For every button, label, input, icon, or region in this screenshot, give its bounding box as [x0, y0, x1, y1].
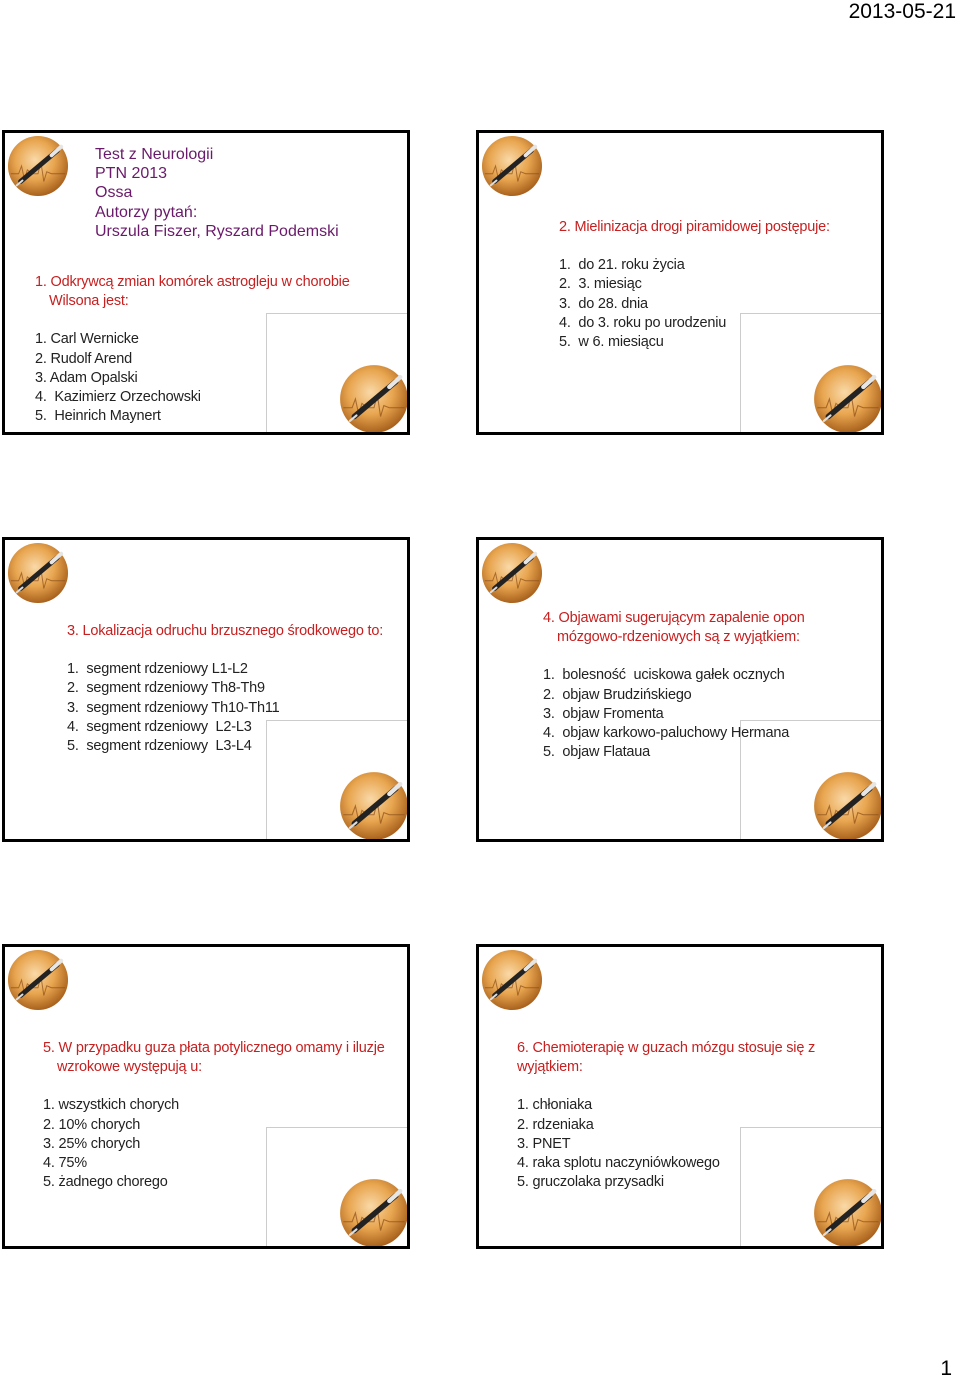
question-text: 4. Objawami sugerującym zapalenie opon: [543, 610, 805, 626]
pen-on-ecg-icon: [481, 949, 543, 1011]
title-line: Autorzy pytań:: [95, 203, 198, 221]
slide-3: [2, 537, 410, 842]
question-block: [543, 609, 805, 762]
answer-option: 1. bolesność uciskowa gałek ocznych: [543, 667, 785, 684]
question-text: Wilsona jest:: [49, 293, 129, 310]
answer-option: 1. chłoniaka: [517, 1097, 592, 1114]
pen-on-ecg-icon: [7, 949, 69, 1011]
answer-option: 4. segment rdzeniowy L2-L3: [67, 718, 252, 735]
answer-option: 4. raka splotu naczyniówkowego: [517, 1155, 720, 1172]
answer-option: 2. objaw Brudzińskiego: [543, 686, 692, 703]
question-block: [43, 1039, 385, 1192]
answer-option: 4. Kazimierz Orzechowski: [35, 389, 201, 406]
pen-on-ecg-icon: [481, 135, 543, 197]
answer-list: [559, 256, 830, 352]
answer-option: 5. gruczolaka przysadki: [517, 1174, 664, 1191]
question-text: mózgowo-rdzeniowych są z wyjątkiem:: [557, 629, 800, 646]
answer-option: 5. segment rdzeniowy L3-L4: [67, 738, 252, 755]
pen-on-ecg-icon: [481, 542, 543, 604]
answer-option: 5. żadnego chorego: [43, 1174, 168, 1191]
answer-option: 5. w 6. miesiącu: [559, 334, 664, 351]
question-text: 6. Chemioterapię w guzach mózgu stosuje się z wyjątkiem:: [517, 1040, 816, 1076]
answer-list: [543, 666, 805, 762]
answer-option: 3. objaw Fromenta: [543, 705, 664, 722]
question-block: [517, 1039, 881, 1192]
question-block: [35, 273, 350, 426]
question-text: 1. Odkrywcą zmian komórek astrogleju w chorobie: [35, 274, 350, 290]
answer-option: 4. do 3. roku po urodzeniu: [559, 314, 727, 331]
title-line: PTN 2013: [95, 165, 168, 183]
slide-6: [476, 944, 884, 1249]
answer-option: 3. segment rdzeniowy Th10-Th11: [67, 699, 280, 716]
answer-option: 1. segment rdzeniowy L1-L2: [67, 661, 248, 678]
title-line: Urszula Fiszer, Ryszard Podemski: [95, 222, 339, 240]
answer-option: 2. 10% chorych: [43, 1116, 141, 1133]
question-text: 2. Mielinizacja drogi piramidowej postępuje:: [559, 219, 830, 235]
answer-option: 4. objaw karkowo-paluchowy Hermana: [543, 725, 790, 742]
pen-on-ecg-icon: [339, 771, 409, 841]
print-date: 2013-05-21: [848, 0, 956, 23]
pen-on-ecg-icon: [813, 771, 883, 841]
slide-2: [476, 130, 884, 435]
answer-list: [43, 1096, 385, 1192]
answer-option: 5. objaw Flataua: [543, 744, 651, 761]
pen-on-ecg-icon: [7, 135, 69, 197]
pen-on-ecg-icon: [7, 542, 69, 604]
answer-option: 4. 75%: [43, 1155, 87, 1172]
answer-option: 3. 25% chorych: [43, 1135, 141, 1152]
page-number: 1: [940, 1357, 952, 1380]
question-text: 5. W przypadku guza płata potylicznego omamy i iluzje: [43, 1040, 385, 1056]
answer-option: 2. segment rdzeniowy Th8-Th9: [67, 680, 265, 697]
answer-option: 5. Heinrich Maynert: [35, 408, 161, 425]
title-line: Ossa: [95, 184, 133, 202]
slide-4: [476, 537, 884, 842]
answer-list: [517, 1096, 881, 1192]
question-block: [559, 218, 830, 352]
question-block: [67, 622, 383, 756]
answer-option: 2. rdzeniaka: [517, 1116, 594, 1133]
answer-option: 2. Rudolf Arend: [35, 350, 132, 367]
answer-option: 3. PNET: [517, 1135, 571, 1152]
slide-5: [2, 944, 410, 1249]
answer-option: 3. Adam Opalski: [35, 369, 138, 386]
pen-on-ecg-icon: [813, 364, 883, 434]
answer-option: 1. Carl Wernicke: [35, 331, 139, 348]
slide-1: [2, 130, 410, 435]
question-text: wzrokowe występują u:: [57, 1059, 202, 1076]
answer-list: [67, 660, 383, 756]
question-text: 3. Lokalizacja odruchu brzusznego środkowego to:: [67, 623, 384, 639]
answer-option: 3. do 28. dnia: [559, 295, 648, 312]
slide-title: [95, 145, 339, 241]
answer-list: [35, 330, 350, 426]
title-line: Test z Neurologii: [95, 146, 214, 163]
answer-option: 1. do 21. roku życia: [559, 257, 685, 274]
answer-option: 2. 3. miesiąc: [559, 276, 642, 293]
answer-option: 1. wszystkich chorych: [43, 1097, 180, 1114]
